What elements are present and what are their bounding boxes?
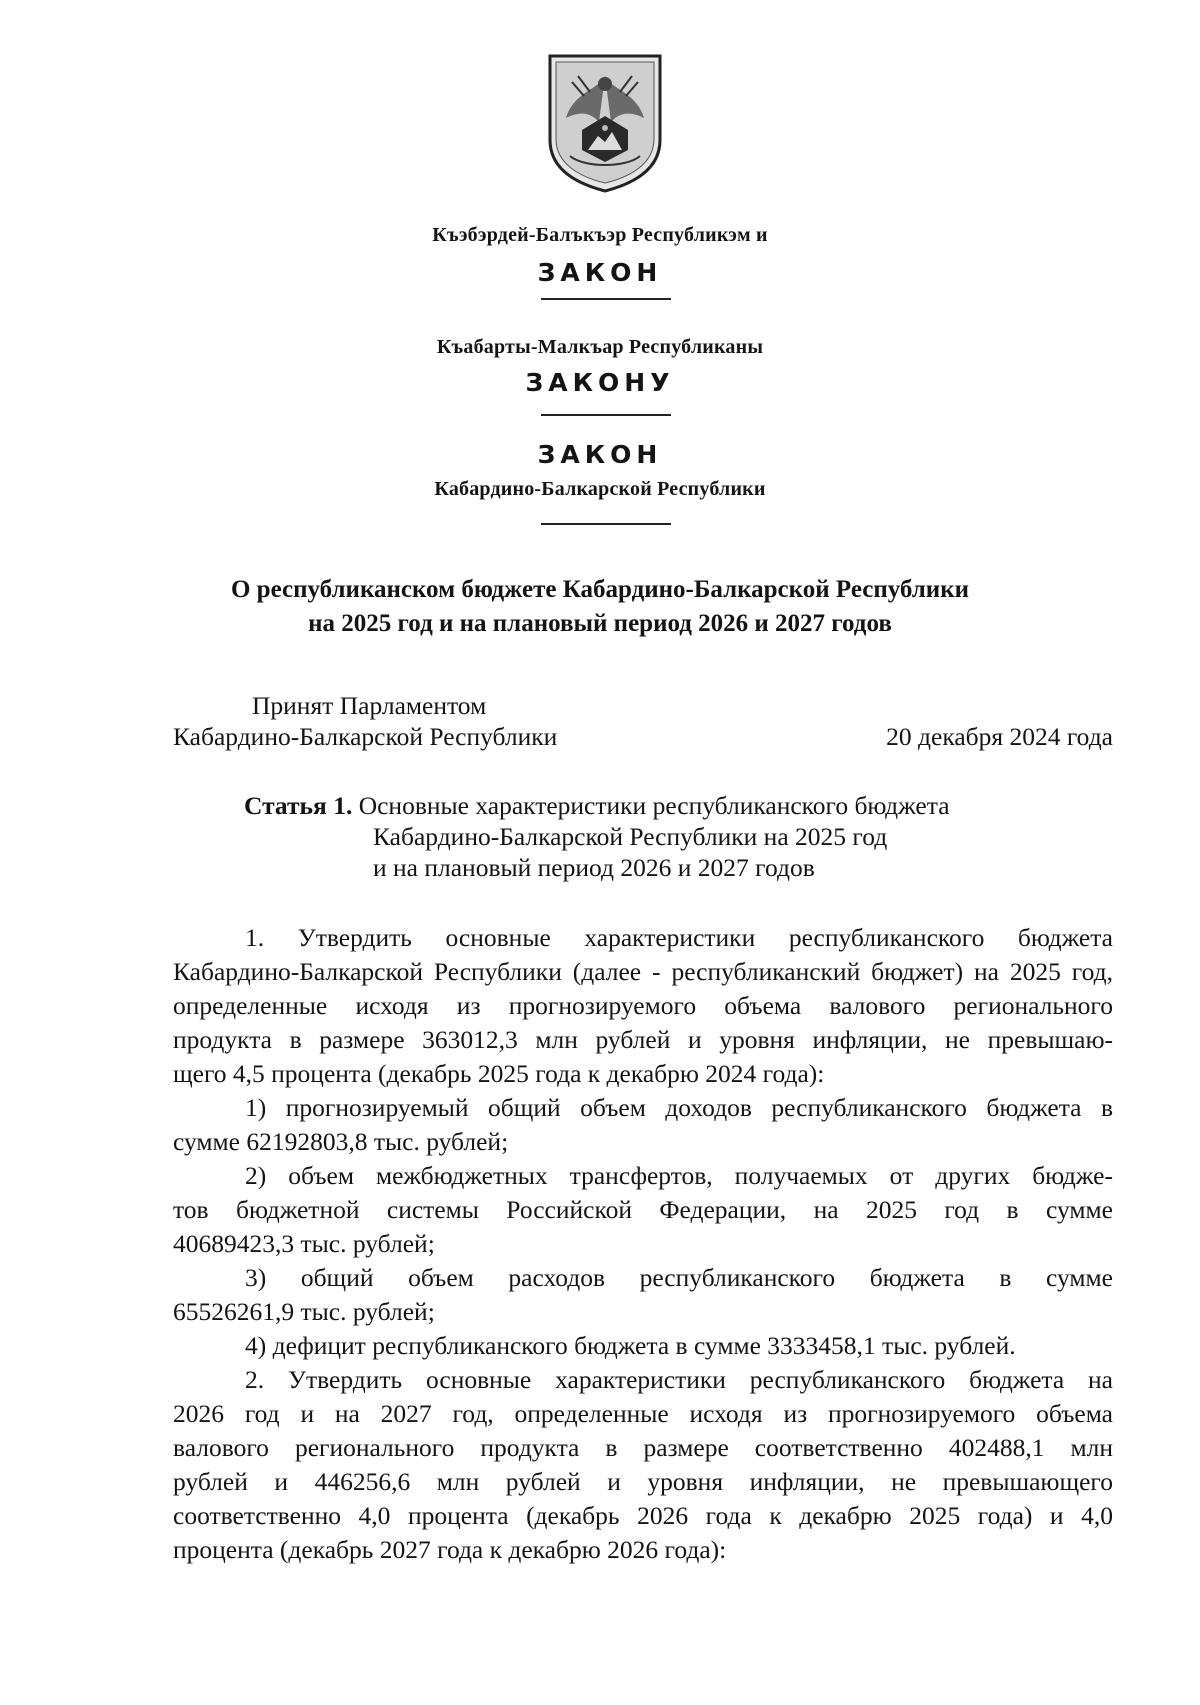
adoption-date: 20 декабря 2024 года <box>886 722 1113 751</box>
body-line: 4) дефицит республиканского бюджета в сумме 3333458,1 тыс. рублей. <box>245 1331 1016 1360</box>
kabardian-header-line: Къэбэрдей-Балъкъэр Республикэм и <box>432 224 768 246</box>
body-line: определенные исходя из прогнозируемого объема валового регионального <box>173 991 1113 1020</box>
body-line: сумме 62192803,8 тыс. рублей; <box>173 1127 509 1156</box>
adoption-line-2: Кабардино-Балкарской Республики <box>173 722 558 751</box>
body-line: 2. Утвердить основные характеристики республиканского бюджета на <box>245 1365 1113 1394</box>
body-line: продукта в размере 363012,3 млн рублей и уровня инфляции, не превышаю- <box>173 1025 1113 1054</box>
body-line: соответственно 4,0 процента (декабрь 2026 года к декабрю 2025 года) и 4,0 <box>173 1501 1113 1530</box>
body-line: рублей и 446256,6 млн рублей и уровня инфляции, не превышающего <box>173 1467 1113 1496</box>
article-heading-line-3: и на плановый период 2026 и 2027 годов <box>373 853 815 882</box>
body-line: щего 4,5 процента (декабрь 2025 года к декабрю 2024 года): <box>173 1059 825 1088</box>
russian-law-heading: ЗАКОН <box>537 440 663 469</box>
adoption-line-1: Принят Парламентом <box>252 691 487 720</box>
body-line: процента (декабрь 2027 года к декабрю 2026 года): <box>173 1535 727 1564</box>
article-heading-text: Основные характеристики республиканского бюджета <box>358 791 950 820</box>
body-line: 3) общий объем расходов республиканского бюджета в сумме <box>245 1263 1113 1292</box>
balkar-law-heading: ЗАКОНУ <box>525 368 675 397</box>
body-line: 2026 год и на 2027 год, определенные исходя из прогнозируемого объема <box>173 1399 1113 1428</box>
divider <box>541 523 671 525</box>
article-heading-line-2: Кабардино-Балкарской Республики на 2025 год <box>373 822 888 851</box>
article-heading-line-1 <box>244 791 950 821</box>
law-title-line-1: О республиканском бюджете Кабардино-Балкарской Республики <box>230 576 970 603</box>
divider <box>541 414 671 416</box>
body-line: 1) прогнозируемый общий объем доходов республиканского бюджета в <box>245 1093 1113 1122</box>
body-line: 65526261,9 тыс. рублей; <box>173 1297 435 1326</box>
law-title-line-2: на 2025 год и на плановый период 2026 и 2027 годов <box>308 610 892 637</box>
body-line: 2) объем межбюджетных трансфертов, получаемых от других бюдже- <box>245 1161 1113 1190</box>
divider <box>541 298 671 300</box>
body-line: тов бюджетной системы Российской Федерации, на 2025 год в сумме <box>173 1195 1113 1224</box>
kabardian-law-heading: ЗАКОН <box>537 258 663 287</box>
balkar-header-line: Къабарты-Малкъар Республиканы <box>436 336 764 358</box>
body-line: Кабардино-Балкарской Республики (далее - республиканский бюджет) на 2025 год, <box>173 957 1113 986</box>
body-line: валового регионального продукта в размере соответственно 402488,1 млн <box>173 1433 1113 1462</box>
russian-header-line: Кабардино-Балкарской Республики <box>434 478 766 500</box>
body-line: 40689423,3 тыс. рублей; <box>173 1229 435 1258</box>
body-line: 1. Утвердить основные характеристики республиканского бюджета <box>245 923 1113 952</box>
article-label: Статья 1. <box>244 791 353 820</box>
coat-of-arms-emblem <box>544 52 666 194</box>
